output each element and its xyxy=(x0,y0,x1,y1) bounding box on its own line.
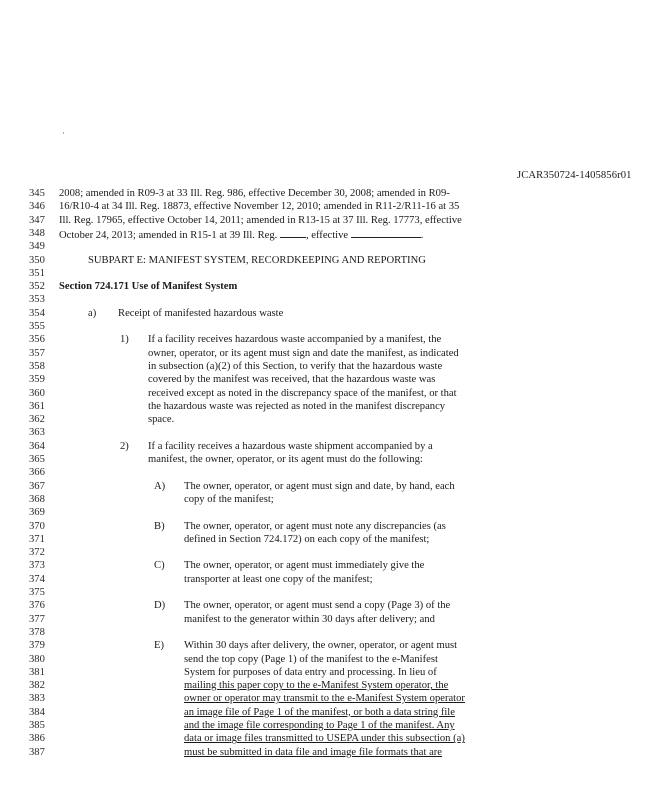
line-text: manifest, the owner, operator, or its agent must do the following: xyxy=(148,454,423,465)
line-number: 358 xyxy=(29,360,45,372)
subpart-heading: SUBPART E: MANIFEST SYSTEM, RECORDKEEPING AND REPORTING xyxy=(88,254,426,266)
line-text: System for purposes of data entry and processing. In lieu of xyxy=(184,666,437,678)
line-text: received except as noted in the discrepancy space of the manifest, or that xyxy=(148,387,457,399)
subsection-label: 1) xyxy=(120,334,129,346)
line348-end: . xyxy=(420,229,424,241)
subsection-label: D) xyxy=(154,600,166,612)
line-number: 380 xyxy=(29,653,45,665)
line-text: The owner, operator, or agent must sign and date, by hand, each xyxy=(184,480,455,492)
line-number: 353 xyxy=(29,294,45,306)
line-number: 366 xyxy=(29,467,45,479)
line-text: manifest to the generator within 30 days after delivery; and xyxy=(184,613,435,625)
line-number: 384 xyxy=(29,706,45,718)
line-text: If a facility receives a hazardous waste shipment accompanied by a xyxy=(148,440,433,452)
line-text: The owner, operator, or agent must note any discrepancies (as xyxy=(184,520,446,532)
line-text: If a facility receives hazardous waste accompanied by a manifest, the xyxy=(148,334,442,346)
line-text: in subsection (a)(2) of this Section, to verify that the hazardous waste xyxy=(148,360,443,372)
line-number: 382 xyxy=(29,680,45,692)
line-number: 349 xyxy=(29,241,45,253)
line-number: 385 xyxy=(29,720,45,731)
line-text: 2008; amended in R09-3 at 33 Ill. Reg. 986, effective December 30, 2008; amended in R09- xyxy=(59,188,450,199)
line-text: space. xyxy=(148,414,175,426)
document-header-id: JCAR350724-1405856r01 xyxy=(517,170,632,181)
line-number: 378 xyxy=(29,626,45,638)
line-number: 345 xyxy=(29,188,45,199)
line-text: 16/R10-4 at 34 Ill. Reg. 18873, effective November 12, 2010; amended in R11-2/R11-16 at 35 xyxy=(59,201,460,213)
subsection-label: a) xyxy=(88,307,97,319)
line-text: transporter at least one copy of the manifest; xyxy=(184,573,373,585)
section-heading: Section 724.171 Use of Manifest System xyxy=(59,281,238,293)
line-number: 377 xyxy=(29,613,45,625)
subsection-label: B) xyxy=(154,520,165,532)
line-number: 369 xyxy=(29,507,45,519)
line-number: 387 xyxy=(29,746,45,758)
line-number: 381 xyxy=(29,666,45,678)
line-text: data or image files transmitted to USEPA under this subsection (a) xyxy=(184,733,465,745)
line-text: Within 30 days after delivery, the owner, operator, or agent must xyxy=(184,640,458,652)
line-number: 370 xyxy=(29,520,45,532)
line-number: 379 xyxy=(29,640,45,652)
line-number: 351 xyxy=(29,267,45,279)
line-number: 376 xyxy=(29,600,45,612)
subsection-label: E) xyxy=(154,640,164,652)
line-number: 354 xyxy=(29,307,45,319)
line-text: must be submitted in data file and image file formats that are xyxy=(184,746,442,758)
subsection-label: 2) xyxy=(120,440,129,452)
line348-mid: , effective xyxy=(305,229,351,241)
line-number: 371 xyxy=(29,533,45,545)
line-number: 367 xyxy=(29,480,45,492)
line-number: 352 xyxy=(29,281,45,293)
line-number: 348 xyxy=(29,227,45,239)
line-number: 347 xyxy=(29,214,45,226)
line-number: 375 xyxy=(29,587,45,598)
line-text: and the image file corresponding to Page 1 of the manifest. Any xyxy=(184,720,455,731)
line-number: 373 xyxy=(29,560,45,572)
line-number: 355 xyxy=(29,321,45,332)
line-number: 372 xyxy=(29,547,45,559)
line-number: 368 xyxy=(29,493,45,505)
line-text: the hazardous waste was rejected as noted in the manifest discrepancy xyxy=(148,400,446,412)
line-text: October 24, 2013; amended in R15-1 at 39 Ill. Reg. , effective . xyxy=(59,227,423,242)
line-number: 363 xyxy=(29,427,45,439)
line-number: 360 xyxy=(29,387,45,399)
line-text: copy of the manifest; xyxy=(184,493,274,505)
line-number: 364 xyxy=(29,440,45,452)
subsection-label: C) xyxy=(154,560,165,572)
line-text: covered by the manifest was received, that the hazardous waste was xyxy=(148,374,436,386)
line-text: Receipt of manifested hazardous waste xyxy=(118,307,284,319)
line-number: 357 xyxy=(29,347,45,359)
line-number: 350 xyxy=(29,254,45,266)
line-number: 361 xyxy=(29,400,45,412)
blank-effective-date xyxy=(351,227,421,238)
line-number: 359 xyxy=(29,374,45,386)
line-text: mailing this paper copy to the e-Manifest System operator, the xyxy=(184,680,449,692)
line-number: 362 xyxy=(29,414,45,426)
line-number: 374 xyxy=(29,573,45,585)
line-text: defined in Section 724.172) on each copy of the manifest; xyxy=(184,533,430,545)
line-number: 386 xyxy=(29,733,45,745)
line-text: send the top copy (Page 1) of the manifest to the e-Manifest xyxy=(184,653,438,665)
line-text: The owner, operator, or agent must immediately give the xyxy=(184,560,425,572)
line-text: The owner, operator, or agent must send a copy (Page 3) of the xyxy=(184,600,451,612)
page-mark: · xyxy=(62,128,65,138)
line-number: 356 xyxy=(29,334,45,346)
line-text: owner, operator, or its agent must sign and date the manifest, as indicated xyxy=(148,347,459,359)
line-number: 365 xyxy=(29,454,45,465)
line-text: Ill. Reg. 17965, effective October 14, 2011; amended in R13-15 at 37 Ill. Reg. 17773, effective xyxy=(59,214,462,226)
line-text: owner or operator may transmit to the e-Manifest System operator xyxy=(184,693,465,705)
line-number: 346 xyxy=(29,201,45,213)
subsection-label: A) xyxy=(154,480,166,492)
line-text: an image file of Page 1 of the manifest, or both a data string file xyxy=(184,706,455,718)
blank-volume xyxy=(280,227,306,238)
line-number: 383 xyxy=(29,693,45,705)
